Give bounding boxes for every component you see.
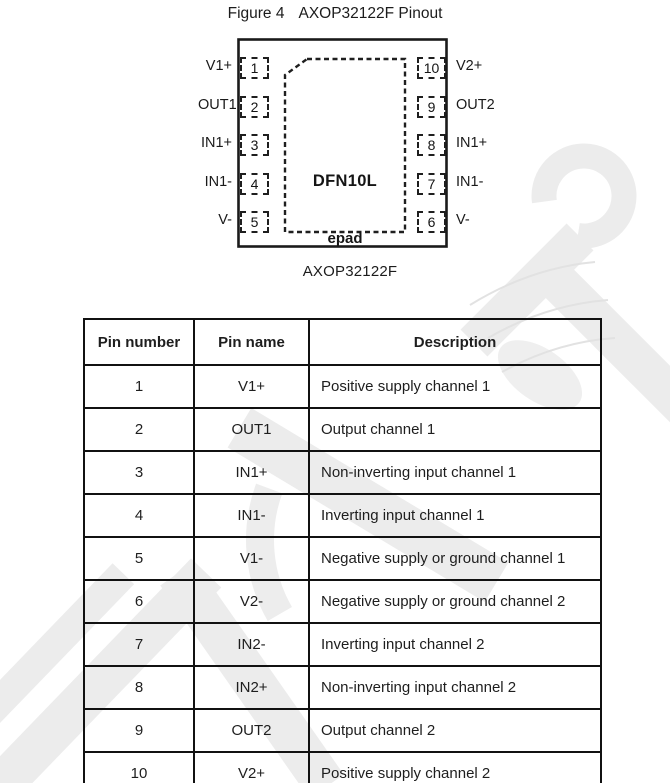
- pin-9-box: 9: [417, 96, 446, 118]
- pin-number-cell: 9: [84, 709, 194, 752]
- part-number: AXOP32122F: [302, 263, 398, 280]
- pin-description-cell: Negative supply or ground channel 1: [309, 537, 601, 580]
- pin-name-cell: OUT1: [194, 408, 309, 451]
- pin-4-box: 4: [240, 173, 269, 195]
- pin-1-label: V1+: [205, 58, 232, 74]
- epad-label: epad: [327, 230, 363, 247]
- pin-name-cell: V1+: [194, 365, 309, 408]
- pin-description-cell: Inverting input channel 1: [309, 494, 601, 537]
- pin-number-cell: 6: [84, 580, 194, 623]
- pin-5-box: 5: [240, 211, 269, 233]
- pin-description-cell: Output channel 2: [309, 709, 601, 752]
- pin-number-cell: 7: [84, 623, 194, 666]
- column-header-pin-name: Pin name: [194, 319, 309, 365]
- table-row: [84, 365, 601, 408]
- chip-package: [237, 38, 448, 248]
- pin-number-cell: 8: [84, 666, 194, 709]
- figure-label: Figure 4: [227, 5, 285, 22]
- pin-number-cell: 10: [84, 752, 194, 783]
- pin-3-label: IN1+: [200, 135, 232, 151]
- table-row: [84, 408, 601, 451]
- pin-description-table: [83, 318, 602, 783]
- epad-outline: [285, 59, 405, 232]
- pinout-diagram: [198, 38, 518, 250]
- pin-7-label: IN1-: [456, 173, 484, 190]
- pin-description-cell: Non-inverting input channel 1: [309, 451, 601, 494]
- pin-description-cell: Positive supply channel 2: [309, 752, 601, 783]
- pin-name-cell: V2+: [194, 752, 309, 783]
- pin-7-box: 7: [417, 173, 446, 195]
- table-row: [84, 537, 601, 580]
- table-row: [84, 494, 601, 537]
- pin-4-label: IN1-: [204, 173, 232, 190]
- figure-title: AXOP32122F Pinout: [298, 5, 443, 22]
- pin-number-cell: 4: [84, 494, 194, 537]
- pin-number-cell: 3: [84, 451, 194, 494]
- pin-table-body: [84, 365, 601, 783]
- pin-6-box: 6: [417, 211, 446, 233]
- table-row: [84, 709, 601, 752]
- pin-3-box: 3: [240, 134, 269, 156]
- figure-caption: [0, 5, 670, 23]
- pin-name-cell: OUT2: [194, 709, 309, 752]
- pin-2-box: 2: [240, 96, 269, 118]
- table-row: [84, 580, 601, 623]
- table-row: [84, 451, 601, 494]
- pin-number-cell: 2: [84, 408, 194, 451]
- pin-description-cell: Positive supply channel 1: [309, 365, 601, 408]
- pin-name-cell: V1-: [194, 537, 309, 580]
- pin-8-box: 8: [417, 134, 446, 156]
- pin-5-label: V-: [218, 212, 232, 228]
- pin-number-cell: 1: [84, 365, 194, 408]
- pin-name-cell: IN2-: [194, 623, 309, 666]
- pin-name-cell: IN2+: [194, 666, 309, 709]
- pin-1-box: 1: [240, 57, 269, 79]
- pin-description-cell: Non-inverting input channel 2: [309, 666, 601, 709]
- table-row: [84, 623, 601, 666]
- pin-name-cell: IN1+: [194, 451, 309, 494]
- table-header-row: [84, 319, 601, 365]
- pin-9-label: OUT2: [456, 96, 495, 113]
- table-row: [84, 752, 601, 783]
- pin-6-label: V-: [456, 212, 470, 228]
- pin-8-label: IN1+: [456, 135, 488, 151]
- pin-name-cell: IN1-: [194, 494, 309, 537]
- pin-10-box: 10: [417, 57, 446, 79]
- pin-description-cell: Inverting input channel 2: [309, 623, 601, 666]
- pin-number-cell: 5: [84, 537, 194, 580]
- pin-name-cell: V2-: [194, 580, 309, 623]
- pin-2-label: OUT1: [198, 96, 237, 113]
- table-row: [84, 666, 601, 709]
- pin-10-label: V2+: [456, 58, 483, 74]
- pin-description-cell: Output channel 1: [309, 408, 601, 451]
- pin-description-cell: Negative supply or ground channel 2: [309, 580, 601, 623]
- column-header-description: Description: [309, 319, 601, 365]
- package-name: DFN10L: [312, 172, 378, 190]
- column-header-pin-number: Pin number: [84, 319, 194, 365]
